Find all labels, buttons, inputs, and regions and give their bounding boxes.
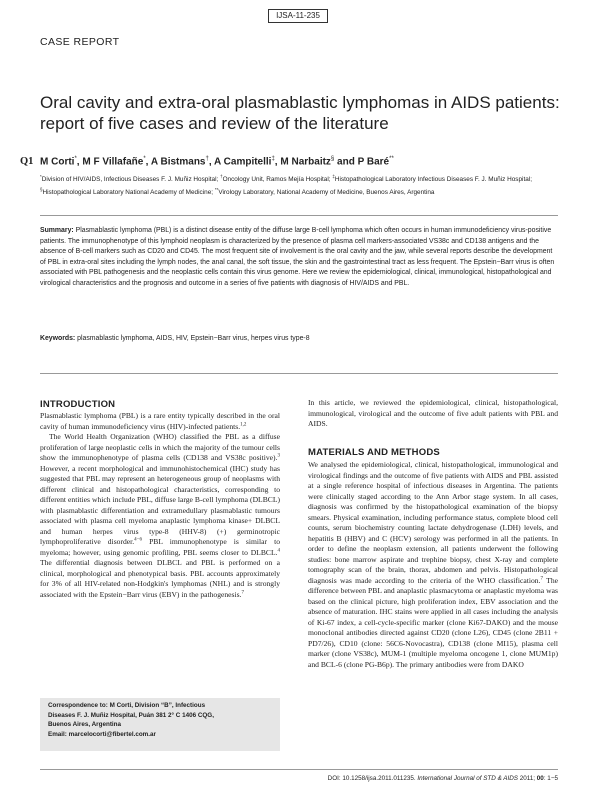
author-name: M Narbaitz (280, 156, 331, 168)
page-footer: DOI: 10.1258/ijsa.2011.011235. International Journal of STD & AIDS 2011; 00: 1−5 (327, 775, 558, 782)
keywords-label: Keywords: (40, 335, 76, 342)
intro-paragraph-3: In this article, we reviewed the epidemiological, clinical, histopathological, immunological, virological and the outcome of five adult patients with PBL and AIDS. (308, 398, 558, 428)
affiliation-mark: ‡ (332, 174, 335, 179)
section-label: CASE REPORT (40, 36, 120, 48)
correspondence-line-2: Diseases F. J. Muñiz Hospital, Puán 381 2° C 1406 CQG, (48, 711, 214, 719)
author-affiliation-mark: † (205, 156, 209, 162)
affiliation-mark: § (40, 187, 43, 193)
author-affiliation-mark: * (74, 156, 77, 162)
author-name: M Corti (40, 156, 75, 168)
correspondence-line-3: Buenos Aires, Argentina (48, 721, 122, 729)
summary-label: Summary: (40, 227, 74, 234)
author-affiliation-mark: § (330, 156, 335, 162)
article-title: Oral cavity and extra-oral plasmablastic lymphomas in AIDS patients: report of five cases and review of the literature (40, 93, 560, 133)
introduction-body (40, 411, 280, 600)
author-list: M Corti*, M F Villafañe*, A Bistmans†, A Campitelli‡, M Narbaitz§ and P Baré** (40, 156, 394, 168)
introduction-heading: INTRODUCTION (40, 399, 116, 410)
affiliation-text: Virology Laboratory, National Academy of Medicine, Buenos Aires, Argentina (218, 189, 435, 197)
intro-continuation (308, 398, 558, 430)
keywords (40, 335, 558, 342)
affiliation-text: Histopathological Laboratory National Academy of Medicine; (42, 189, 215, 197)
methods-heading: MATERIALS AND METHODS (308, 447, 440, 458)
divider-mid (40, 373, 558, 374)
author-name: M F Villafañe (82, 156, 144, 168)
query-marker: Q1 (20, 156, 34, 167)
author-affiliation-mark: ** (389, 156, 394, 162)
keywords-text: plasmablastic lymphoma, AIDS, HIV, Epstein−Barr virus, herpes virus type-8 (75, 335, 310, 342)
footer-journal: International Journal of STD & AIDS (417, 775, 518, 782)
methods-paragraph-1: We analysed the epidemiological, clinical, histopathological, immunological and virological findings and the outcome of five patients with AIDS and PBL assisted at a single reference hospital of infectious diseases in Argentina. The patients were clinically staged according to the Ann Arbor stage system. In all cases, diagnosis was confirmed by the histopathological examination of the biopsy smears. Physical examination, including performance status, complete blood cell counts, serum biochemistry counting lactate dehydrogenase (LDH) levels, and hepatitis B (HBV) and C (HCV) serology was performed in all the patients. In order to define the neoplasm extension, all patients underwent the following studies: bone marrow aspirate and trephine biopsy, chest X-ray and complete tomography scan of the brain, thorax, abdomen and pelvis. Histopathological diagnosis was made according to the criteria of the WHO classification.$^7$ The difference between PBL and anaplastic plasmacytoma or anaplastic myeloma was based on the clinical picture, high proliferation index, EBV association and the absence of maturation. IHC stains were applied in all cases including the analysis of Ki-67 index, a cell-cycle-specific marker (clone Ki67-DAKO) and the mouse monoclonal antibodies directed against CD20 (clone L26), CD45 (clone 2B11 + PD7/26), CD10 (clone: 56C6-Novocastra), CD138 (clone MI15), plasma cell marker (clone VS38c), MUM-1 (multiple myeloma oncogene 1, clone MUM1p) and BCL-6 (clone PG-B6p). The primary antibodies were from DAKO (308, 460, 558, 669)
divider-top (40, 215, 558, 216)
affiliation-text: Histopathological Laboratory Infectious Diseases F. J. Muñiz Hospital; (334, 176, 532, 184)
manuscript-id-box: IJSA-11-235 (268, 9, 328, 23)
intro-paragraph-2: The World Health Organization (WHO) classified the PBL as a diffuse proliferation of large neoplastic cells in which the majority of the tumour cells show the immunophenotype of plasma cells (CD138 and VS38c positive).$^3$ However, a recent morphological and immunohistochemical (IHC) study has suggested that PBL may represent an heterogeneous group of neoplasms with different clinical and histopathological characteristics, corresponding to different entities which include PBL, diffuse large B-cell lymphoma (DLBCL) with plasmablastic differentiation and extramedullary plasmablastic tumours associated with plasma cell myeloma anaplastic lymphoma kinase+ DLBCL and human herpes virus type-8 (HHV-8) (+) germinotropic lymphoproliferative disorder.$^{4-6}$ PBL immunophenotype is similar to myeloma; however, using genomic profiling, PBL seems closer to DLBCL.$^4$ The differential diagnosis between DLBCL and PBL is performed on a clinical, morphological and phenotypical basis. PBL accounts approximately for 3% of all HIV-related non-Hodgkin's lymphomas (NHL) and is strongly associated with the Epstein−Barr virus (EBV) in the pathogenesis.$^7$ (40, 432, 280, 599)
summary-text: Plasmablastic lymphoma (PBL) is a distinct disease entity of the diffuse large B-cell lymphoma which often occurs in human immunodeficiency virus-positive patients. The immunophenotype of this lymphoid neoplasm is characterized by the presence of plasma cell markers-associated VS38c and CD138 antigens and the absence of B-cell markers such as CD20 and CD45. The most frequent site of involvement is the oral cavity and the jaw, while several reports describe the development of PBL in extra-oral sites including the lymph nodes, the anal canal, the soft tissue, the skin and the gastrointestinal tract as less frequent. The Epstein−Barr virus is often associated with PBL pathogenesis and the neoplastic cells contain this virus genome. Here we review the epidemiological, clinical, immunological, histopathological and virological characteristics and the prognosis and outcome in a series of five patients with diagnosis of HIV/AIDS and PBL. (40, 227, 555, 287)
intro-paragraph-1: Plasmablastic lymphoma (PBL) is a rare entity typically described in the oral cavity of human immunodeficiency virus (HIV)-infected patients.$^{1,2}$ (40, 411, 280, 431)
methods-body (308, 460, 558, 670)
author-name: A Campitelli (214, 156, 272, 168)
author-name: A Bistmans (150, 156, 206, 168)
affiliation-mark: * (40, 174, 42, 179)
affiliation-text: Oncology Unit, Ramos Mejía Hospital; (222, 176, 333, 184)
correspondence-line-1: Correspondence to: M Corti, Division “B”, Infectious (48, 702, 206, 709)
correspondence-box (40, 698, 280, 751)
affiliations (40, 172, 558, 198)
abstract-summary (40, 226, 558, 290)
affiliation-mark: † (220, 174, 223, 179)
divider-footer (40, 769, 558, 770)
affiliation-mark: ** (214, 187, 219, 193)
footer-doi[interactable]: DOI: 10.1258/ijsa.2011.011235. (327, 775, 418, 782)
correspondence-email[interactable]: Email: marcelocorti@fibertel.com.ar (48, 730, 156, 738)
author-affiliation-mark: ‡ (271, 156, 275, 162)
author-affiliation-mark: * (143, 156, 146, 162)
author-name: P Baré (357, 156, 390, 168)
affiliation-text: Division of HIV/AIDS, Infectious Diseases F. J. Muñiz Hospital; (41, 176, 221, 184)
